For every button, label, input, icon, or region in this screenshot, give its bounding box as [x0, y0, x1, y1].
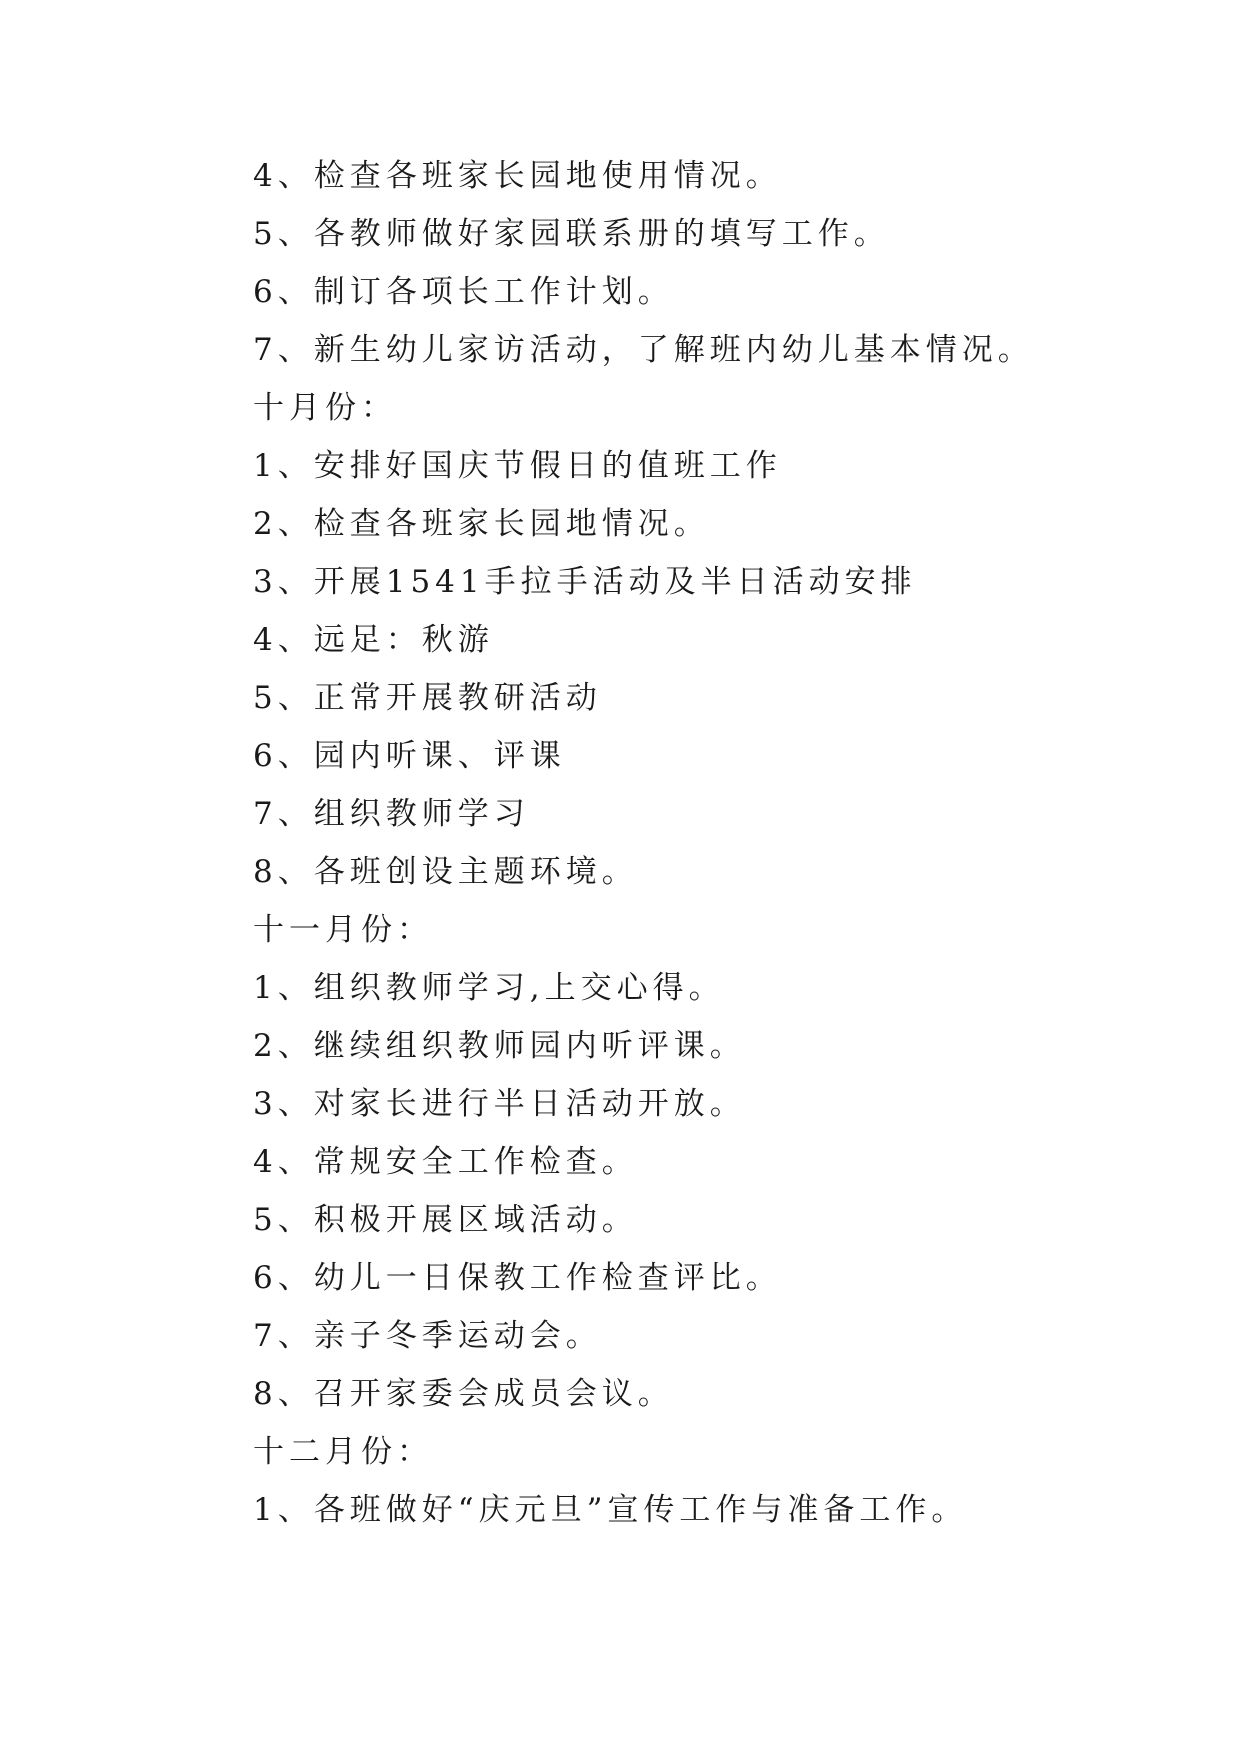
- month-heading: 十月份：: [253, 390, 397, 426]
- plan-item: 5、各教师做好家园联系册的填写工作。: [253, 216, 890, 252]
- plan-item: 1、各班做好“庆元旦”宣传工作与准备工作。: [253, 1492, 968, 1528]
- plan-item: 7、组织教师学习: [253, 796, 530, 832]
- month-heading: 十一月份：: [253, 912, 433, 948]
- plan-item: 5、积极开展区域活动。: [253, 1202, 638, 1238]
- plan-item: 1、组织教师学习,上交心得。: [253, 970, 725, 1006]
- plan-item: 6、园内听课、评课: [253, 738, 566, 774]
- plan-item: 7、新生幼儿家访活动，了解班内幼儿基本情况。: [253, 332, 1034, 368]
- plan-item: 8、召开家委会成员会议。: [253, 1376, 674, 1412]
- plan-item: 5、正常开展教研活动: [253, 680, 602, 716]
- month-heading: 十二月份：: [253, 1434, 433, 1470]
- plan-item: 4、检查各班家长园地使用情况。: [253, 158, 782, 194]
- plan-item: 8、各班创设主题环境。: [253, 854, 638, 890]
- plan-item: 1、安排好国庆节假日的值班工作: [253, 448, 782, 484]
- plan-item: 6、制订各项长工作计划。: [253, 274, 674, 310]
- plan-item: 4、常规安全工作检查。: [253, 1144, 638, 1180]
- plan-item: 6、幼儿一日保教工作检查评比。: [253, 1260, 782, 1296]
- plan-item: 3、对家长进行半日活动开放。: [253, 1086, 746, 1122]
- document-body: [253, 156, 1153, 1548]
- plan-item: 4、远足：秋游: [253, 622, 494, 658]
- plan-item: 2、检查各班家长园地情况。: [253, 506, 710, 542]
- plan-item: 3、开展1541手拉手活动及半日活动安排: [253, 564, 917, 600]
- plan-item: 2、继续组织教师园内听评课。: [253, 1028, 746, 1064]
- plan-item: 7、亲子冬季运动会。: [253, 1318, 602, 1354]
